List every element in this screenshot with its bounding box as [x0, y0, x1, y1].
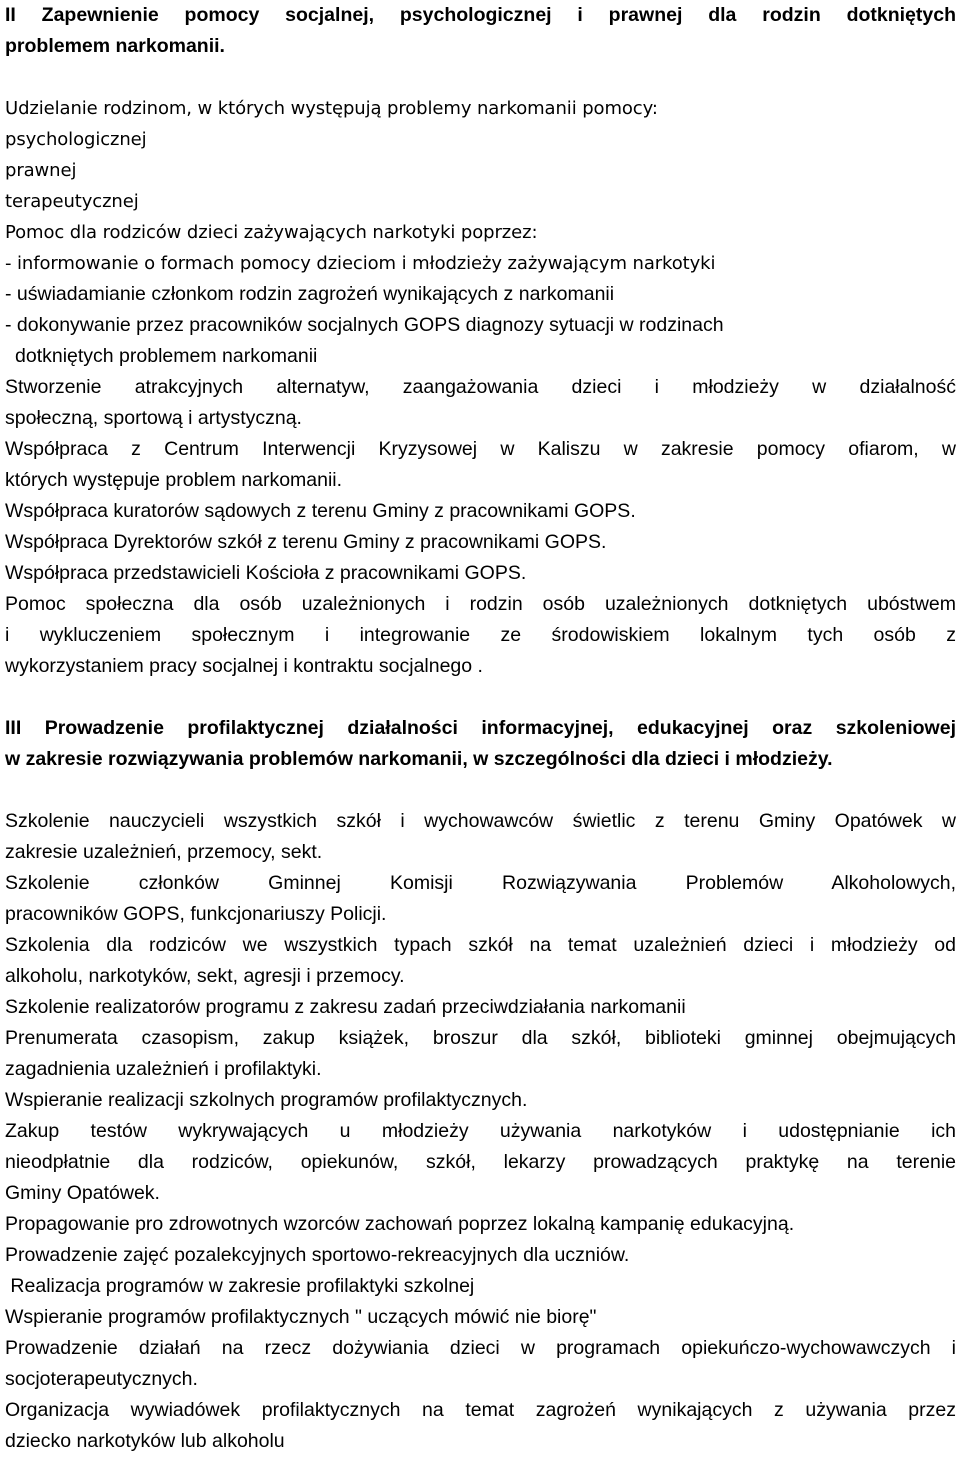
spacer	[5, 682, 956, 713]
section-3-task	[5, 1271, 956, 1302]
task-line: Realizacja programów w zakresie profilaktyki szkolnej	[5, 1275, 475, 1297]
section-3-task	[5, 1302, 956, 1333]
task-line: społeczną, sportową i artystyczną.	[5, 407, 302, 429]
parents-help-item: - dokonywanie przez pracowników socjalnych GOPS diagnozy sytuacji w rodzinach	[5, 314, 724, 336]
task-line: i wykluczeniem społecznym i integrowanie ze środowiskiem lokalnym tych osób z	[5, 624, 956, 646]
task-line: Szkolenie realizatorów programu z zakresu zadań przeciwdziałania narkomanii	[5, 996, 686, 1018]
parents-help-item: dotkniętych problemem narkomanii	[15, 345, 318, 367]
task-line: wykorzystaniem pracy socjalnej i kontraktu socjalnego .	[5, 655, 483, 677]
section-3-task	[5, 1209, 956, 1240]
section-2	[5, 0, 956, 682]
section-2-heading-line-2: problemem narkomanii.	[5, 35, 225, 57]
section-3-task	[5, 1395, 956, 1457]
section-3	[5, 713, 956, 1457]
task-line: Pomoc społeczna dla osób uzależnionych i rodzin osób uzależnionych dotkniętych ubóstwem	[5, 593, 956, 615]
section-2-intro: Udzielanie rodzinom, w których występują problemy narkomanii pomocy:	[5, 98, 658, 119]
task-line: alkoholu, narkotyków, sekt, agresji i przemocy.	[5, 965, 405, 987]
task-line: Stworzenie atrakcyjnych alternatyw, zaangażowania dzieci i młodzieży w działalność	[5, 376, 956, 398]
section-2-task	[5, 496, 956, 527]
section-3-task	[5, 992, 956, 1023]
section-3-task	[5, 1333, 956, 1395]
section-2-task	[5, 527, 956, 558]
task-line: Współpraca kuratorów sądowych z terenu Gminy z pracownikami GOPS.	[5, 500, 636, 522]
section-2-task	[5, 372, 956, 434]
section-3-heading-line-2: w zakresie rozwiązywania problemów narkomanii, w szczególności dla dzieci i młodzieży.	[5, 748, 833, 770]
task-line: dziecko narkotyków lub alkoholu	[5, 1430, 285, 1452]
parents-help-item: - uświadamianie członkom rodzin zagrożeń wynikających z narkomanii	[5, 283, 615, 305]
task-line: nieodpłatnie dla rodziców, opiekunów, szkół, lekarzy prowadzących praktykę na terenie	[5, 1151, 956, 1173]
spacer	[5, 62, 956, 93]
section-3-task	[5, 868, 956, 930]
spacer	[5, 775, 956, 806]
section-3-task	[5, 806, 956, 868]
task-line: zagadnienia uzależnień i profilaktyki.	[5, 1058, 322, 1080]
task-line: Prenumerata czasopism, zakup książek, broszur dla szkół, biblioteki gminnej obejmujących	[5, 1027, 956, 1049]
task-line: zakresie uzależnień, przemocy, sekt.	[5, 841, 323, 863]
help-type-legal: prawnej	[5, 160, 77, 181]
task-line: Wspieranie programów profilaktycznych " uczących mówić nie biorę"	[5, 1306, 597, 1328]
task-line: Zakup testów wykrywających u młodzieży używania narkotyków i udostępnianie ich	[5, 1120, 956, 1142]
task-line: Prowadzenie zajęć pozalekcyjnych sportowo-rekreacyjnych dla uczniów.	[5, 1244, 630, 1266]
section-2-task	[5, 589, 956, 682]
section-3-task	[5, 1023, 956, 1085]
task-line: pracowników GOPS, funkcjonariuszy Policji.	[5, 903, 387, 925]
task-line: Szkolenie nauczycieli wszystkich szkół i wychowawców świetlic z terenu Gminy Opatówek w	[5, 810, 956, 832]
task-line: Współpraca przedstawicieli Kościoła z pracownikami GOPS.	[5, 562, 527, 584]
task-line: Gminy Opatówek.	[5, 1182, 160, 1204]
task-line: Szkolenie członków Gminnej Komisji Rozwiązywania Problemów Alkoholowych,	[5, 872, 956, 894]
section-2-task	[5, 558, 956, 589]
section-3-heading-line-1: III Prowadzenie profilaktycznej działalności informacyjnej, edukacyjnej oraz szkoleniowej	[5, 717, 956, 739]
help-type-psychological: psychologicznej	[5, 129, 147, 150]
task-line: Współpraca Dyrektorów szkół z terenu Gminy z pracownikami GOPS.	[5, 531, 607, 553]
section-3-task	[5, 1085, 956, 1116]
task-line: socjoterapeutycznych.	[5, 1368, 198, 1390]
section-3-task	[5, 1116, 956, 1209]
task-line: Współpraca z Centrum Interwencji Kryzysowej w Kaliszu w zakresie pomocy ofiarom, w	[5, 438, 956, 460]
section-3-task	[5, 1240, 956, 1271]
task-line: Prowadzenie działań na rzecz dożywiania dzieci w programach opiekuńczo-wychowawczych i	[5, 1337, 956, 1359]
section-3-task	[5, 930, 956, 992]
section-2-heading-line-1: II Zapewnienie pomocy socjalnej, psychologicznej i prawnej dla rodzin dotkniętych	[5, 4, 956, 26]
parents-help-item: - informowanie o formach pomocy dzieciom i młodzieży zażywającym narkotyki	[5, 253, 716, 274]
task-line: Propagowanie pro zdrowotnych wzorców zachowań poprzez lokalną kampanię edukacyjną.	[5, 1213, 795, 1235]
section-2-task	[5, 434, 956, 496]
task-line: Szkolenia dla rodziców we wszystkich typach szkół na temat uzależnień dzieci i młodzieży od	[5, 934, 956, 956]
parents-help-intro: Pomoc dla rodziców dzieci zażywających narkotyki poprzez:	[5, 222, 538, 243]
task-line: Organizacja wywiadówek profilaktycznych na temat zagrożeń wynikających z używania przez	[5, 1399, 956, 1421]
task-line: Wspieranie realizacji szkolnych programów profilaktycznych.	[5, 1089, 528, 1111]
task-line: których występuje problem narkomanii.	[5, 469, 343, 491]
help-type-therapeutic: terapeutycznej	[5, 191, 139, 212]
